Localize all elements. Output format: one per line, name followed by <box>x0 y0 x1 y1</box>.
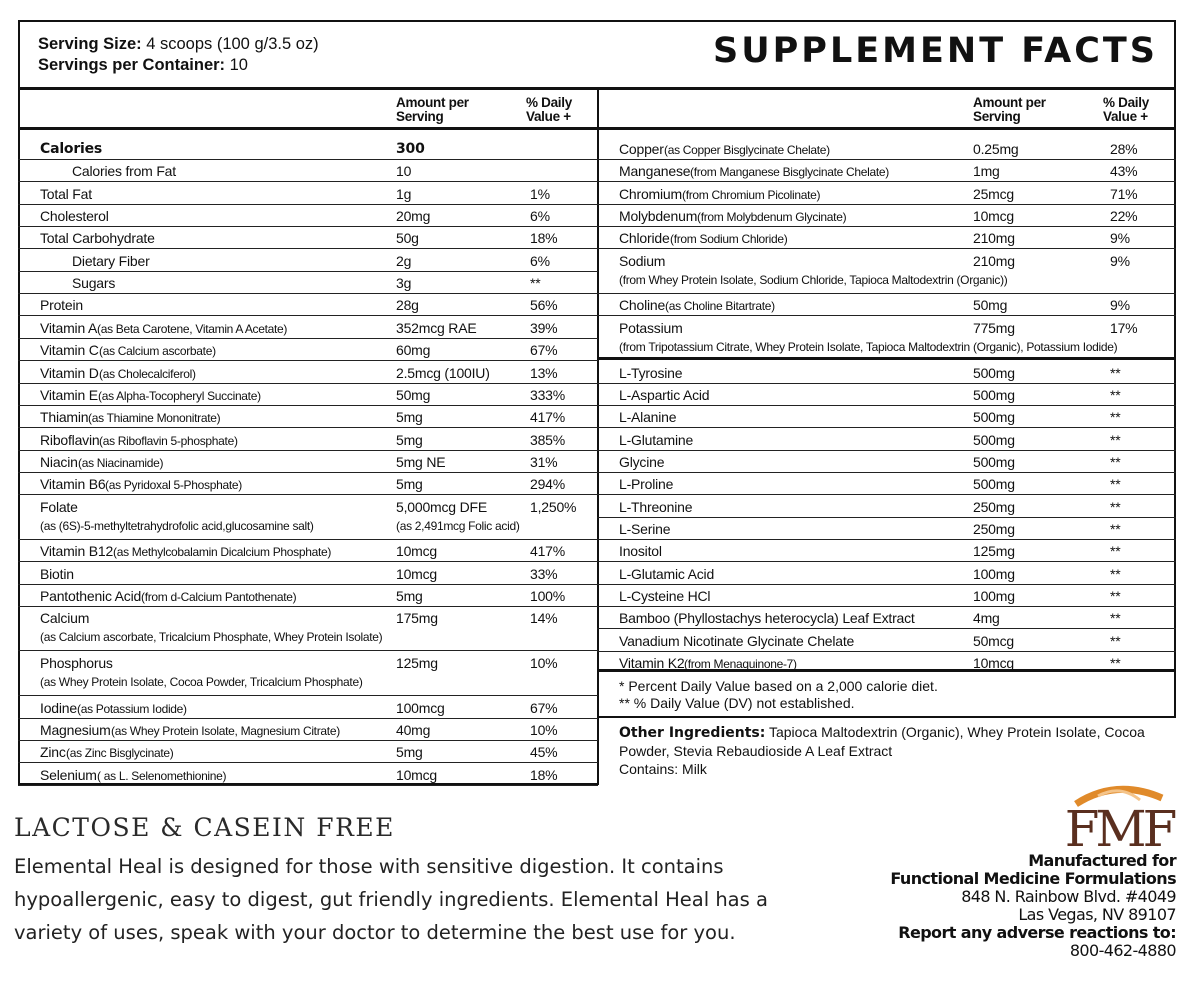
nutrient-source: (as Methylcobalamin Dicalcium Phosphate) <box>113 545 332 560</box>
daily-value: ** <box>1110 453 1121 470</box>
nutrient-name: L-Cysteine HCl <box>619 588 711 604</box>
amount-per-serving: 10mcg <box>396 543 438 560</box>
right-amount-header: Amount per Serving <box>973 95 1046 124</box>
amount-per-serving: 10mcg <box>973 208 1015 225</box>
nutrient-name: Manganese <box>619 163 691 180</box>
daily-value: ** <box>1110 431 1121 448</box>
nutrient-name: Chromium <box>619 185 682 202</box>
table-row <box>18 740 598 763</box>
table-row <box>597 249 1176 294</box>
table-row <box>18 204 598 227</box>
daily-value: 13% <box>530 364 558 381</box>
nutrient-name: Cholesterol <box>40 208 109 225</box>
nutrient-name: Calories from Fat <box>72 163 176 180</box>
left-header-rule <box>18 127 598 130</box>
amount-per-serving: 500mg <box>973 453 1015 470</box>
nutrient-name: Phosphorus <box>40 655 113 672</box>
table-row <box>18 718 598 741</box>
daily-value: 417% <box>530 409 566 426</box>
daily-value: 417% <box>530 543 566 560</box>
amount-per-serving: 500mg <box>973 476 1015 493</box>
daily-value: 9% <box>1110 252 1130 269</box>
nutrient-source: (as Beta Carotene, Vitamin A Acetate) <box>97 321 288 336</box>
table-row <box>597 137 1176 160</box>
amount-note: (as 2,491mcg Folic acid) <box>396 518 520 533</box>
daily-value: 385% <box>530 431 566 448</box>
amount-per-serving: 2.5mcg (100IU) <box>396 364 490 381</box>
nutrient-source: (from Sodium Chloride) <box>670 232 788 247</box>
nutrient-name: Total Fat <box>40 185 92 202</box>
amount-per-serving: 500mg <box>973 364 1015 381</box>
daily-value: ** <box>1110 543 1121 560</box>
amount-per-serving: 352mcg RAE <box>396 319 477 336</box>
right-table-bottom <box>597 716 1176 718</box>
nutrient-name: Vitamin B6 <box>40 476 106 493</box>
table-row <box>597 584 1176 607</box>
table-row <box>18 405 598 428</box>
amount-per-serving: 210mg <box>973 252 1015 269</box>
nutrient-name: Choline <box>619 297 666 314</box>
amount-per-serving: 3g <box>396 275 412 292</box>
daily-value: 9% <box>1110 297 1130 314</box>
lactose-casein-free-headline: LACTOSE & CASEIN FREE <box>14 813 395 842</box>
amount-per-serving: 10mcg <box>396 766 438 783</box>
nutrient-name: Vanadium Nicotinate Glycinate Chelate <box>619 632 855 649</box>
serving-size: Serving Size: 4 scoops (100 g/3.5 oz) <box>38 35 319 53</box>
amount-per-serving: 10mcg <box>973 655 1015 672</box>
table-row <box>18 651 598 696</box>
daily-value: 333% <box>530 386 566 403</box>
nutrient-name: L-Glutamic Acid <box>619 565 715 582</box>
nutrient-source: (as Zinc Bisglycinate) <box>66 746 174 761</box>
table-row <box>18 606 598 651</box>
nutrient-source: (as Thiamine Mononitrate) <box>88 411 221 426</box>
daily-value: 33% <box>530 565 558 582</box>
daily-value: 45% <box>530 744 558 761</box>
daily-value: 31% <box>530 453 558 470</box>
daily-value: 6% <box>530 252 550 269</box>
table-row <box>597 428 1176 451</box>
nutrient-name: Vitamin D <box>40 364 99 381</box>
amount-per-serving: 0.25mg <box>973 141 1019 157</box>
daily-value: 18% <box>530 766 558 783</box>
table-row <box>597 204 1176 227</box>
nutrient-name: L-Alanine <box>619 409 677 426</box>
table-row <box>18 472 598 495</box>
amount-per-serving: 5mg NE <box>396 453 446 470</box>
nutrient-name: Vitamin E <box>40 386 98 403</box>
nutrient-source: (from Tripotassium Citrate, Whey Protein Isolate, Tapioca Maltodextrin (Organic), Potassium Iodide) <box>619 339 1118 354</box>
nutrient-name: Protein <box>40 297 83 314</box>
amount-per-serving: 28g <box>396 297 419 314</box>
nutrient-name: Vitamin A <box>40 319 98 336</box>
nutrient-name: Magnesium <box>40 722 111 739</box>
amount-per-serving: 25mcg <box>973 185 1015 202</box>
nutrient-name: Zinc <box>40 744 66 761</box>
nutrient-name: Riboflavin <box>40 431 100 448</box>
amount-per-serving: 2g <box>396 252 412 269</box>
nutrient-source: (as Whey Protein Isolate, Cocoa Powder, Tricalcium Phosphate) <box>40 675 363 690</box>
nutrient-source: (as Niacinamide) <box>78 455 164 470</box>
table-row <box>18 293 598 316</box>
amount-per-serving: 5,000mcg DFE <box>396 498 487 515</box>
table-row <box>597 405 1176 428</box>
nutrient-name: Thiamin <box>40 409 89 426</box>
daily-value: ** <box>1110 565 1121 582</box>
amount-per-serving: 5mg <box>396 588 423 604</box>
amount-per-serving: 300 <box>396 141 425 157</box>
amount-per-serving: 50g <box>396 230 419 247</box>
product-description: Elemental Heal is designed for those with sensitive digestion. It contains hypoallergenic, easy to digest, gut friendly ingredients. Elemental Heal has a variety of uses, speak with your doctor to determine the best use for you. <box>14 855 768 944</box>
other-ingredients <box>619 723 1164 778</box>
supplement-facts-title: SUPPLEMENT FACTS <box>713 31 1158 71</box>
table-row <box>18 428 598 451</box>
contains-milk: Contains: Milk <box>619 761 707 777</box>
table-row <box>18 338 598 361</box>
nutrient-name: L-Tyrosine <box>619 364 683 381</box>
table-row <box>18 316 598 339</box>
amount-per-serving: 5mg <box>396 744 423 761</box>
table-row <box>597 293 1176 316</box>
amount-per-serving: 210mg <box>973 230 1015 247</box>
table-row <box>597 606 1176 629</box>
daily-value: ** <box>1110 498 1121 515</box>
other-ingredients-text: Tapioca Maltodextrin (Organic), Whey Protein Isolate, Cocoa Powder, Stevia Rebaudioside A Leaf Extract <box>619 724 1145 759</box>
amount-per-serving: 60mg <box>396 342 431 359</box>
amount-per-serving: 5mg <box>396 476 423 493</box>
daily-value: ** <box>1110 655 1121 672</box>
amount-per-serving: 1g <box>396 185 412 202</box>
table-row <box>18 137 598 160</box>
nutrient-name: Folate <box>40 498 78 515</box>
fmf-logo-text: FMF <box>1064 800 1174 848</box>
table-row <box>597 226 1176 249</box>
table-row <box>18 584 598 607</box>
nutrient-name: Dietary Fiber <box>72 252 150 269</box>
nutrient-source: (as Pyridoxal 5-Phosphate) <box>105 478 242 493</box>
footnote-daily-value: * Percent Daily Value based on a 2,000 calorie diet. <box>619 678 938 694</box>
footnote-section-rule <box>597 669 1176 672</box>
table-row <box>597 450 1176 473</box>
amount-per-serving: 125mg <box>973 543 1015 560</box>
nutrient-source: (from Chromium Picolinate) <box>682 187 821 202</box>
nutrient-name: Vitamin K2 <box>619 655 685 672</box>
daily-value: ** <box>1110 610 1121 627</box>
amount-per-serving: 125mg <box>396 655 438 672</box>
table-row <box>18 539 598 562</box>
daily-value: 10% <box>530 722 558 739</box>
table-row <box>18 696 598 719</box>
table-row <box>597 517 1176 540</box>
daily-value: 9% <box>1110 230 1130 247</box>
daily-value: ** <box>1110 364 1121 381</box>
amount-per-serving: 100mg <box>973 588 1015 604</box>
table-row <box>18 763 598 786</box>
nutrient-name: Sodium <box>619 252 666 269</box>
table-row <box>597 383 1176 406</box>
table-row <box>597 562 1176 585</box>
table-row <box>18 450 598 473</box>
amount-per-serving: 775mg <box>973 319 1015 336</box>
daily-value: ** <box>1110 476 1121 493</box>
servings-per-container: Servings per Container: 10 <box>38 56 248 74</box>
nutrient-source: (as Choline Bitartrate) <box>665 299 775 314</box>
table-row <box>597 159 1176 182</box>
nutrient-name: Total Carbohydrate <box>40 230 155 247</box>
nutrient-name: L-Proline <box>619 476 674 493</box>
table-row <box>18 383 598 406</box>
table-row <box>597 472 1176 495</box>
table-row <box>18 159 598 182</box>
nutrient-source: (from d-Calcium Pantothenate) <box>141 590 297 604</box>
amount-per-serving: 50mg <box>396 386 431 403</box>
daily-value: 43% <box>1110 163 1138 180</box>
nutrient-name: Glycine <box>619 453 665 470</box>
nutrient-name: L-Glutamine <box>619 431 694 448</box>
daily-value: 28% <box>1110 141 1138 157</box>
amount-per-serving: 250mg <box>973 498 1015 515</box>
manufacturer-info: Manufactured for Functional Medicine Formulations 848 N. Rainbow Blvd. #4049 Las Vegas, NV 89107 Report any adverse reactions to: 800-462-4880 <box>890 851 1176 960</box>
amount-per-serving: 100mcg <box>396 699 445 716</box>
nutrient-source: (as Riboflavin 5-phosphate) <box>99 433 238 448</box>
amount-per-serving: 5mg <box>396 431 423 448</box>
nutrient-name: Vitamin B12 <box>40 543 114 560</box>
nutrient-source: ( as L. Selenomethionine) <box>97 768 227 783</box>
other-ingredients-label: Other Ingredients: <box>619 725 766 741</box>
nutrient-source: (from Manganese Bisglycinate Chelate) <box>690 165 890 180</box>
amino-section-rule <box>597 357 1176 360</box>
amount-per-serving: 10mcg <box>396 565 438 582</box>
daily-value: 294% <box>530 476 566 493</box>
daily-value: 1,250% <box>530 498 577 515</box>
table-row <box>18 361 598 384</box>
amount-per-serving: 1mg <box>973 163 1000 180</box>
nutrient-name: Copper <box>619 141 664 157</box>
nutrient-source: (as (6S)-5-methyltetrahydrofolic acid,glucosamine salt) <box>40 518 314 533</box>
daily-value: 22% <box>1110 208 1138 225</box>
table-row <box>597 495 1176 518</box>
daily-value: 17% <box>1110 319 1138 336</box>
daily-value: ** <box>1110 409 1121 426</box>
right-dv-header: % Daily Value + <box>1103 95 1149 124</box>
nutrient-source: (from Whey Protein Isolate, Sodium Chloride, Tapioca Maltodextrin (Organic)) <box>619 272 1008 287</box>
nutrient-name: Molybdenum <box>619 208 698 225</box>
amount-per-serving: 5mg <box>396 409 423 426</box>
nutrient-name: Vitamin C <box>40 342 99 359</box>
label-border-top <box>18 20 1176 22</box>
footnote-not-established: ** % Daily Value (DV) not established. <box>619 695 855 711</box>
amount-per-serving: 100mg <box>973 565 1015 582</box>
amount-per-serving: 500mg <box>973 386 1015 403</box>
table-row <box>18 562 598 585</box>
nutrient-name: Calories <box>40 141 103 157</box>
daily-value: 67% <box>530 699 558 716</box>
daily-value: ** <box>1110 520 1121 537</box>
footnotes <box>619 678 938 712</box>
nutrient-name: Inositol <box>619 543 662 560</box>
right-header-rule <box>597 127 1176 130</box>
nutrient-name: Biotin <box>40 565 74 582</box>
daily-value: 18% <box>530 230 558 247</box>
nutrient-name: Sugars <box>72 275 116 292</box>
table-row <box>597 182 1176 205</box>
amount-per-serving: 175mg <box>396 610 438 627</box>
daily-value: 14% <box>530 610 558 627</box>
amount-per-serving: 250mg <box>973 520 1015 537</box>
nutrient-name: Niacin <box>40 453 78 470</box>
amount-per-serving: 50mcg <box>973 632 1015 649</box>
daily-value: ** <box>1110 632 1121 649</box>
table-row <box>597 316 1176 360</box>
daily-value: ** <box>1110 386 1121 403</box>
daily-value: ** <box>1110 588 1121 604</box>
left-amount-header: Amount per Serving <box>396 95 469 124</box>
nutrient-name: Iodine <box>40 699 77 716</box>
nutrient-source: (as Calcium ascorbate, Tricalcium Phosphate, Whey Protein Isolate) <box>40 630 383 645</box>
nutrient-source: (as Alpha-Tocopheryl Succinate) <box>98 388 261 403</box>
amount-per-serving: 4mg <box>973 610 1000 627</box>
nutrient-source: (as Potassium Iodide) <box>77 701 187 716</box>
daily-value: 100% <box>530 588 566 604</box>
amount-per-serving: 10 <box>396 163 412 180</box>
table-row <box>18 249 598 272</box>
nutrient-name: Potassium <box>619 319 683 336</box>
amount-per-serving: 20mg <box>396 208 431 225</box>
table-row <box>597 629 1176 652</box>
nutrient-name: Selenium <box>40 766 97 783</box>
nutrient-source: (as Calcium ascorbate) <box>99 344 216 359</box>
daily-value: 56% <box>530 297 558 314</box>
nutrient-source: (as Copper Bisglycinate Chelate) <box>664 143 830 157</box>
left-dv-header: % Daily Value + <box>526 95 572 124</box>
daily-value: 71% <box>1110 185 1138 202</box>
table-row <box>597 539 1176 562</box>
daily-value: 67% <box>530 342 558 359</box>
amount-per-serving: 50mg <box>973 297 1008 314</box>
nutrient-name: Pantothenic Acid <box>40 588 142 604</box>
daily-value: ** <box>530 275 541 292</box>
table-row <box>18 226 598 249</box>
serving-info <box>38 34 319 76</box>
daily-value: 10% <box>530 655 558 672</box>
nutrient-name: L-Aspartic Acid <box>619 386 710 403</box>
daily-value: 39% <box>530 319 558 336</box>
table-row <box>597 361 1176 384</box>
amount-per-serving: 500mg <box>973 431 1015 448</box>
nutrient-name: L-Threonine <box>619 498 693 515</box>
fmf-logo <box>1058 782 1180 848</box>
nutrient-name: Bamboo (Phyllostachys heterocycla) Leaf Extract <box>619 610 915 627</box>
nutrient-source: (from Molybdenum Glycinate) <box>697 210 847 225</box>
nutrient-name: Chloride <box>619 230 670 247</box>
amount-per-serving: 500mg <box>973 409 1015 426</box>
table-row <box>18 271 598 294</box>
nutrient-source: (as Cholecalciferol) <box>99 366 196 381</box>
nutrient-name: Calcium <box>40 610 90 627</box>
nutrient-source: (from Menaquinone-7) <box>684 657 797 672</box>
nutrient-name: L-Serine <box>619 520 671 537</box>
daily-value: 6% <box>530 208 550 225</box>
table-row <box>18 495 598 540</box>
daily-value: 1% <box>530 185 550 202</box>
amount-per-serving: 40mg <box>396 722 431 739</box>
table-row <box>18 182 598 205</box>
nutrient-source: (as Whey Protein Isolate, Magnesium Citrate) <box>111 724 340 739</box>
